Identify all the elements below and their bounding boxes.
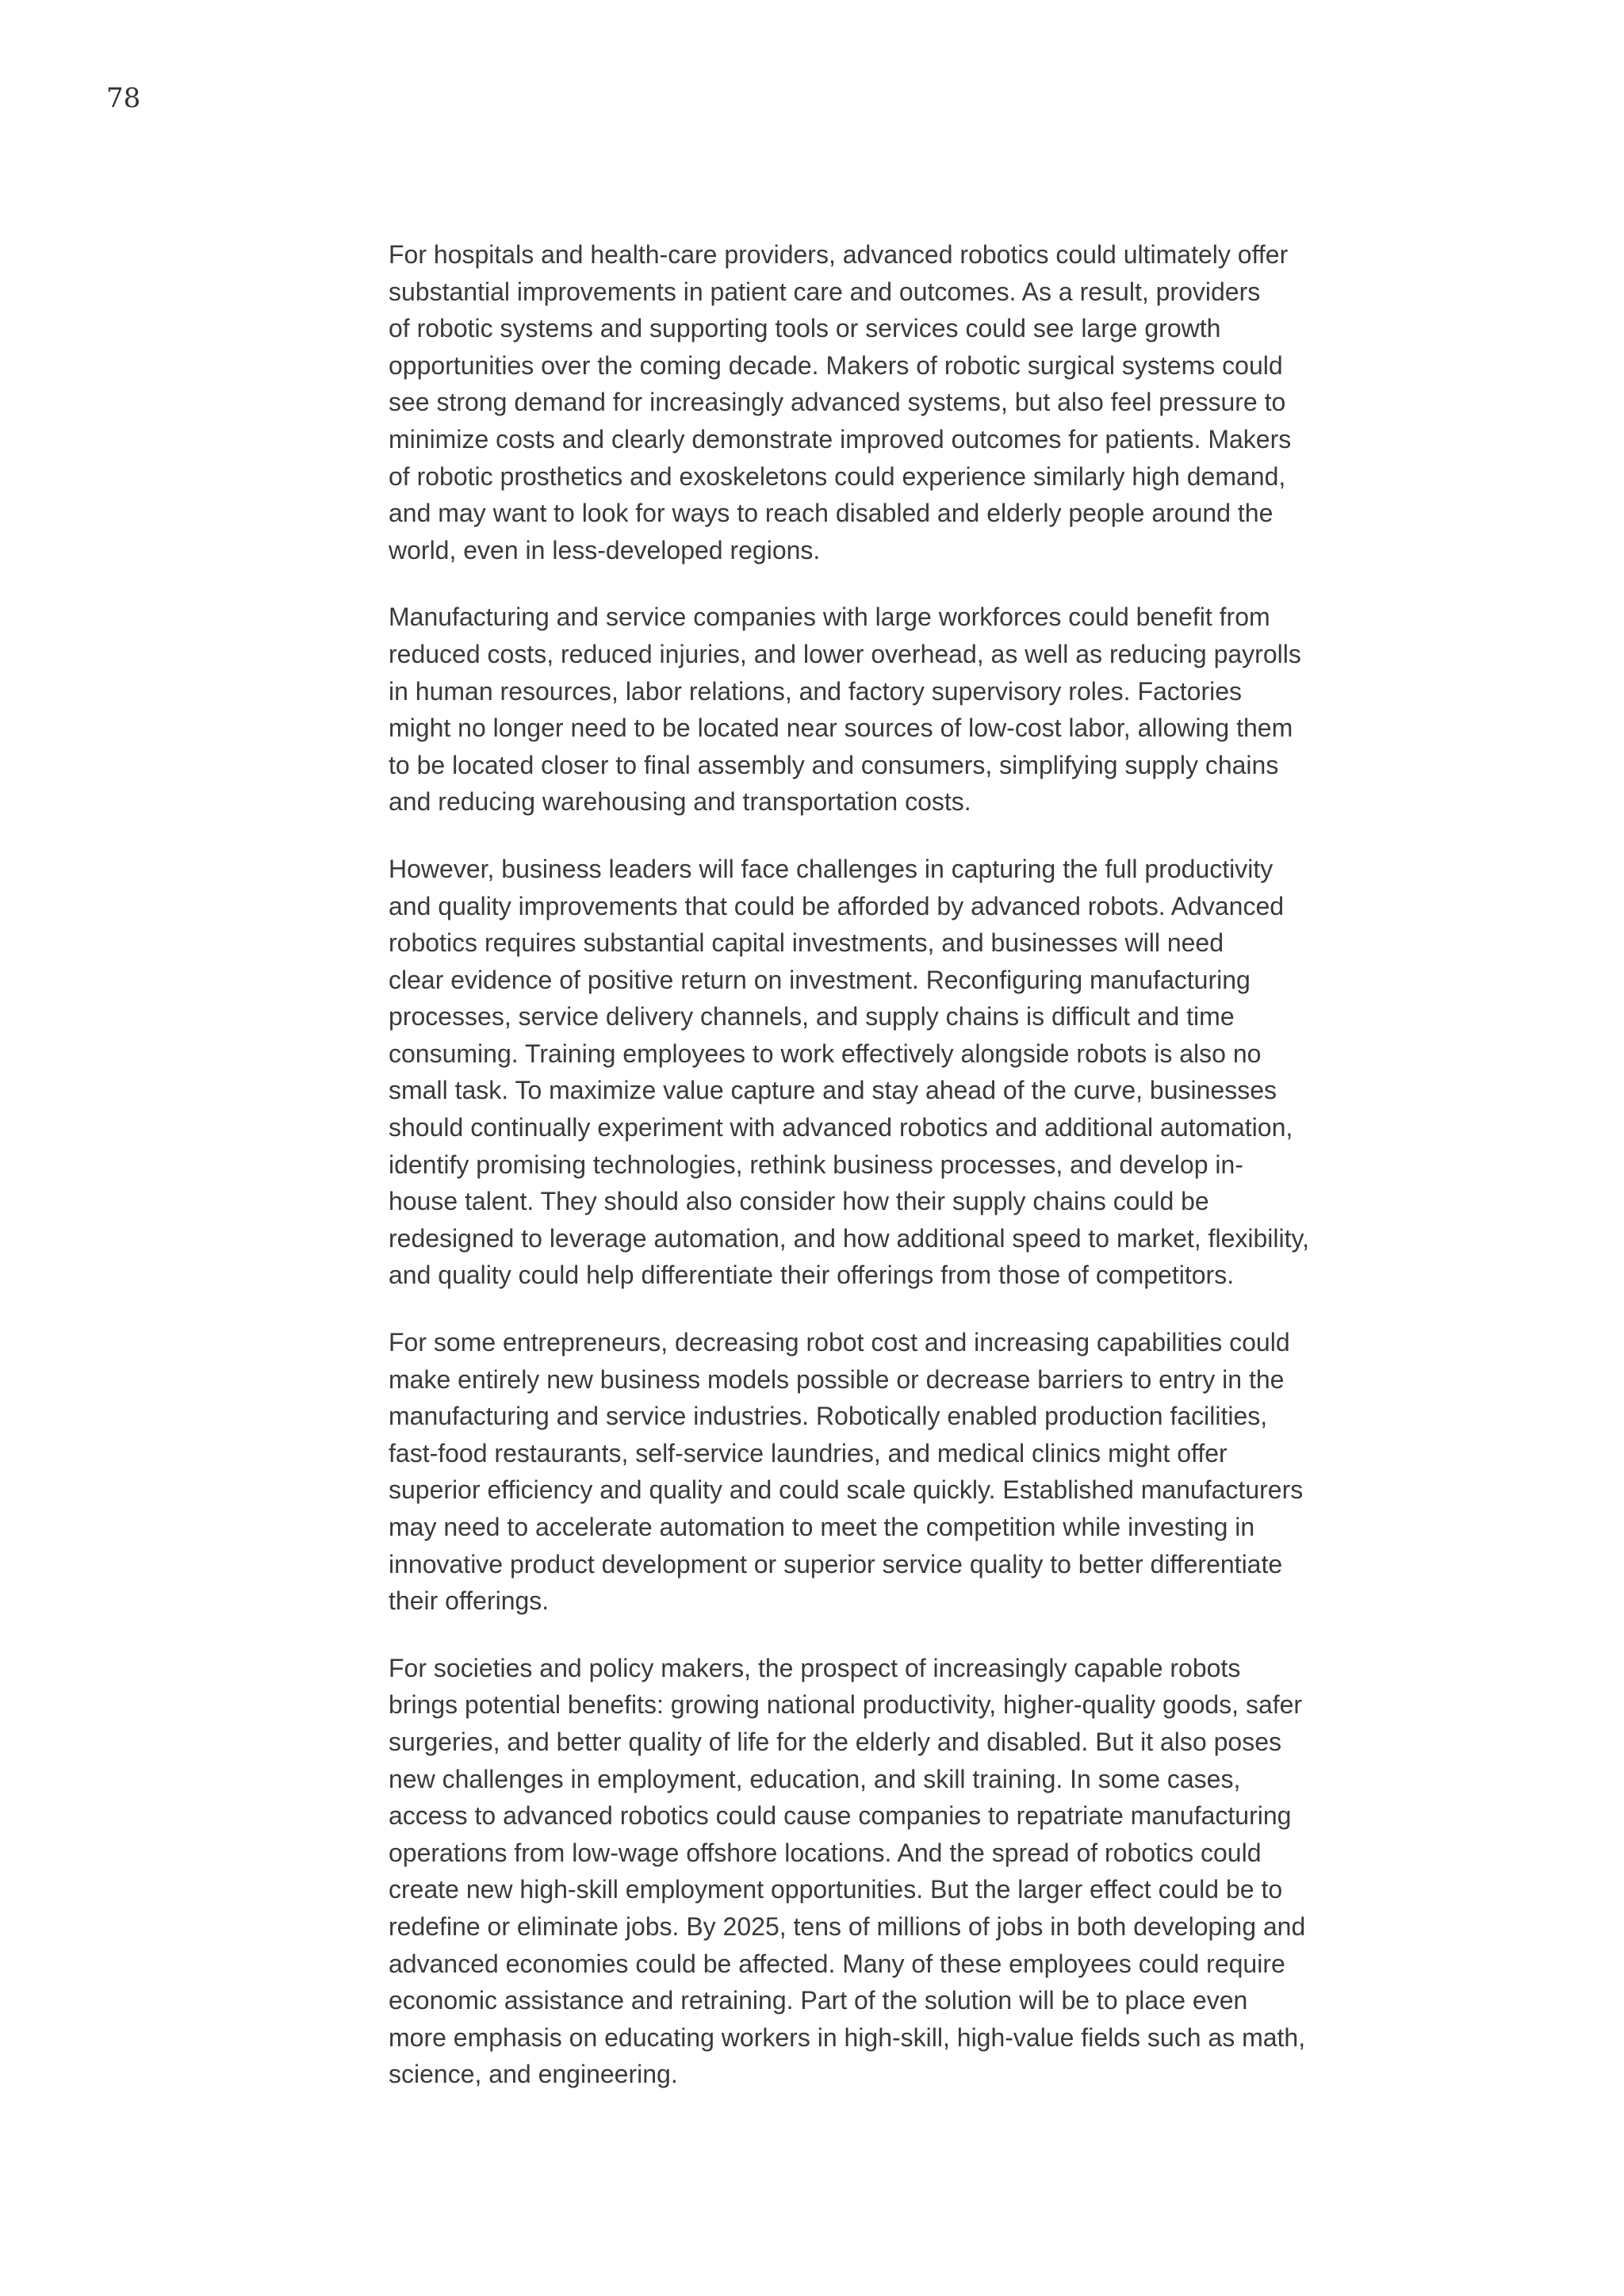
text-line: in human resources, labor relations, and factory supervisory roles. Factories [389, 676, 1243, 706]
page-number: 78 [106, 82, 141, 114]
text-line: minimize costs and clearly demonstrate improved outcomes for patients. Makers [389, 424, 1292, 453]
text-line: surgeries, and better quality of life for the elderly and disabled. But it also poses [389, 1727, 1281, 1756]
text-line: Manufacturing and service companies with large workforces could benefit from [389, 603, 1270, 632]
text-line: clear evidence of positive return on investment. Reconfiguring manufacturing [389, 965, 1251, 994]
text-line: For some entrepreneurs, decreasing robot cost and increasing capabilities could [389, 1328, 1290, 1357]
text-line: world, even in less-developed regions. [389, 535, 821, 564]
body-text [389, 236, 1372, 2123]
text-line: opportunities over the coming decade. Makers of robotic surgical systems could [389, 350, 1283, 380]
text-line: operations from low-wage offshore locations. And the spread of robotics could [389, 1838, 1262, 1867]
text-line: see strong demand for increasingly advanced systems, but also feel pressure to [389, 388, 1286, 417]
text-line: reduced costs, reduced injuries, and lower overhead, as well as reducing payrolls [389, 639, 1301, 668]
text-line: small task. To maximize value capture and stay ahead of the curve, businesses [389, 1076, 1277, 1105]
text-line: advanced economies could be affected. Many of these employees could require [389, 1949, 1285, 1978]
text-line: and quality could help differentiate their offerings from those of competitors. [389, 1261, 1235, 1290]
text-line: of robotic systems and supporting tools or services could see large growth [389, 314, 1221, 343]
text-line: superior efficiency and quality and could scale quickly. Established manufacturers [389, 1475, 1304, 1505]
text-line: robotics requires substantial capital investments, and businesses will need [389, 928, 1224, 958]
paragraph-manufacturing [389, 599, 1372, 821]
paragraph-societies [389, 1650, 1372, 2093]
text-line: house talent. They should also consider how their supply chains could be [389, 1187, 1209, 1216]
text-line: should continually experiment with advanced robotics and additional automation, [389, 1113, 1293, 1142]
text-line: For societies and policy makers, the prospect of increasingly capable robots [389, 1653, 1241, 1682]
text-line: consuming. Training employees to work effectively alongside robots is also no [389, 1039, 1262, 1068]
text-line: new challenges in employment, education, and skill training. In some cases, [389, 1764, 1241, 1793]
text-line: might no longer need to be located near sources of low-cost labor, allowing them [389, 714, 1293, 743]
text-line: redesigned to leverage automation, and how additional speed to market, flexibility, [389, 1223, 1309, 1253]
text-line: substantial improvements in patient care and outcomes. As a result, providers [389, 277, 1261, 306]
text-line: make entirely new business models possible or decrease barriers to entry in the [389, 1364, 1285, 1394]
text-line: create new high-skill employment opportunities. But the larger effect could be to [389, 1875, 1283, 1904]
text-line: fast-food restaurants, self-service laundries, and medical clinics might offer [389, 1438, 1228, 1468]
text-line: their offerings. [389, 1586, 550, 1616]
text-line: processes, service delivery channels, and supply chains is difficult and time [389, 1002, 1235, 1031]
paragraph-hospitals [389, 236, 1372, 568]
paragraph-entrepreneurs [389, 1324, 1372, 1620]
text-line: redefine or eliminate jobs. By 2025, tens of millions of jobs in both developing and [389, 1911, 1306, 1941]
text-line: brings potential benefits: growing national productivity, higher-quality goods, safer [389, 1690, 1303, 1720]
text-line: of robotic prosthetics and exoskeletons could experience similarly high demand, [389, 461, 1286, 491]
text-line: may need to accelerate automation to meet the competition while investing in [389, 1513, 1255, 1541]
text-line: However, business leaders will face challenges in capturing the full productivity [389, 854, 1274, 883]
paragraph-business-leaders [389, 851, 1372, 1294]
text-line: identify promising technologies, rethink business processes, and develop in- [389, 1150, 1243, 1179]
text-line: and reducing warehousing and transportation costs. [389, 787, 971, 817]
text-line: to be located closer to final assembly and consumers, simplifying supply chains [389, 750, 1279, 779]
text-line: and may want to look for ways to reach disabled and elderly people around the [389, 499, 1274, 528]
text-line: manufacturing and service industries. Robotically enabled production facilities, [389, 1402, 1268, 1431]
text-line: access to advanced robotics could cause companies to repatriate manufacturing [389, 1801, 1292, 1831]
text-line: and quality improvements that could be afforded by advanced robots. Advanced [389, 891, 1285, 920]
text-line: innovative product development or superior service quality to better differentiate [389, 1549, 1283, 1578]
text-line: more emphasis on educating workers in high-skill, high-value fields such as math, [389, 2022, 1306, 2052]
text-line: science, and engineering. [389, 2060, 678, 2089]
text-line: For hospitals and health-care providers, advanced robotics could ultimately offer [389, 240, 1289, 269]
text-line: economic assistance and retraining. Part of the solution will be to place even [389, 1986, 1248, 2015]
